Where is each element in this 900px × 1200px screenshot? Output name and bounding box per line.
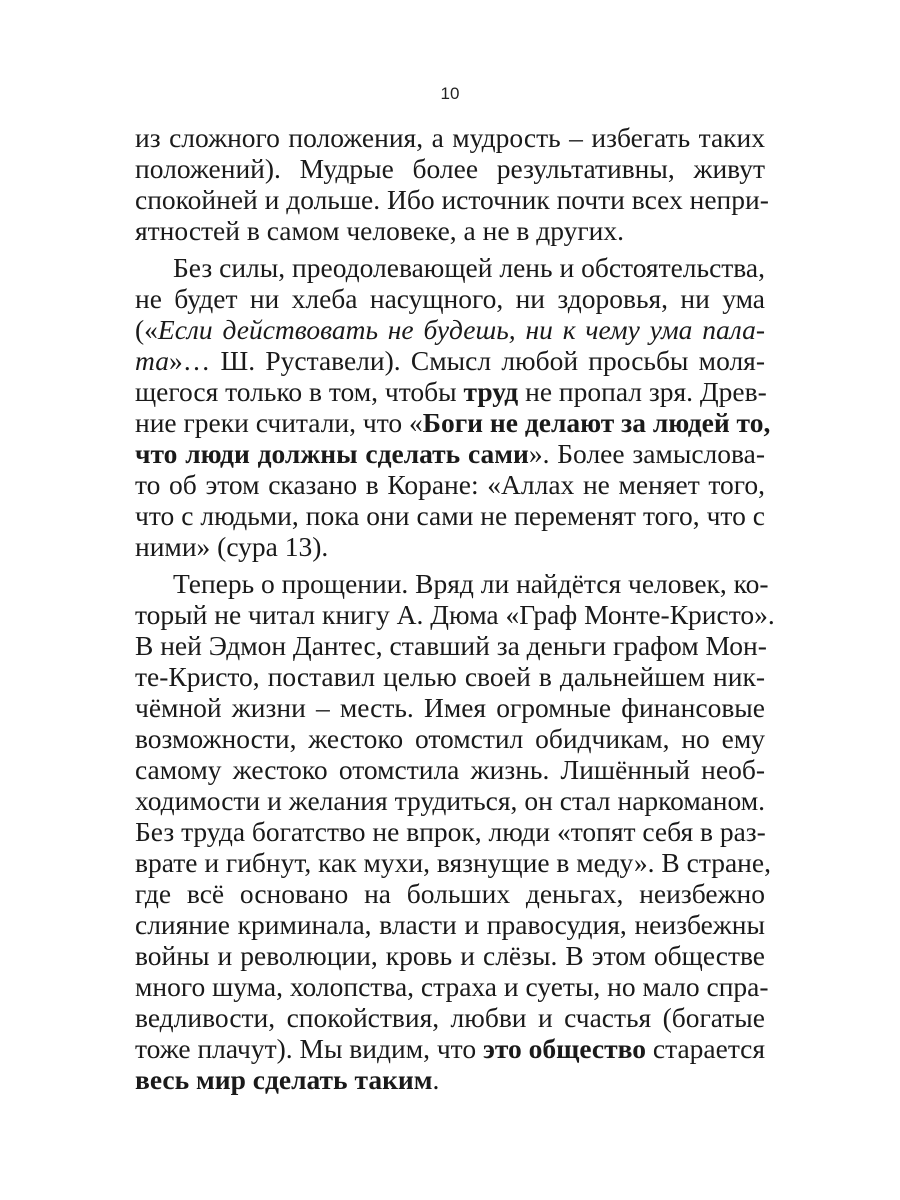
text-line: из сложного положения, а мудрость – избегать таких [135, 122, 765, 153]
text-line: торый не читал книгу А. Дюма «Граф Монте-Кристо». [135, 599, 775, 630]
paragraph-3 [135, 568, 775, 1095]
text-body [135, 122, 775, 1095]
text-run: старается [646, 1033, 766, 1064]
text-run: ние греки считали, что « [135, 407, 423, 438]
bold-term: весь мир сделать таким [135, 1064, 433, 1095]
text-line [135, 376, 765, 407]
text-line: положений). Мудрые более результативны, живут [135, 153, 765, 184]
text-line [135, 407, 771, 438]
text-line: врате и гибнут, как мухи, вязнущие в меду». В стране, [135, 847, 771, 878]
text-run: щегося только в том, чтобы [135, 376, 464, 407]
quote-italic: та [135, 345, 169, 376]
text-line: ятностей в самом человеке, а не в других. [135, 215, 625, 246]
text-line [135, 1064, 765, 1095]
text-run: не пропал зря. Древ- [518, 376, 767, 407]
text-line: ведливости, спокойствия, любви и счастья (богатые [135, 1002, 765, 1033]
text-line [135, 314, 765, 345]
text-line: те-Кристо, поставил целью своей в дальнейшем ник- [135, 661, 765, 692]
bold-quote: что люди должны сделать сами [135, 438, 529, 469]
text-line: ними» (сура 13). [135, 531, 329, 562]
bold-term: труд [463, 376, 519, 407]
paragraph-2 [135, 252, 771, 562]
text-line: Без труда богатство не впрок, люди «топят себя в раз- [135, 816, 766, 847]
text-line: что с людьми, пока они сами не переменят того, что с [135, 500, 765, 531]
text-line: самому жестоко отомстила жизнь. Лишённый необ- [135, 754, 765, 785]
text-run: тоже плачут). Мы видим, что [135, 1033, 483, 1064]
text-line: спокойней и дольше. Ибо источник почти всех непри- [135, 184, 769, 215]
text-line: много шума, холопства, страха и суеты, но мало спра- [135, 971, 769, 1002]
text-line: Без силы, преодолевающей лень и обстоятельства, [173, 252, 765, 283]
text-line: войны и революции, кровь и слёзы. В этом обществе [135, 940, 765, 971]
text-line: чёмной жизни – месть. Имея огромные финансовые [135, 692, 765, 723]
text-line: то об этом сказано в Коране: «Аллах не меняет того, [135, 469, 765, 500]
text-line: не будет ни хлеба насущного, ни здоровья, ни ума [135, 283, 765, 314]
text-line: слияние криминала, власти и правосудия, неизбежны [135, 909, 765, 940]
text-line [135, 1033, 765, 1064]
text-run: (« [135, 314, 158, 345]
bold-quote: Боги не делают за людей то, [422, 407, 771, 438]
text-run: . [432, 1064, 440, 1095]
paragraph-1 [135, 122, 769, 246]
text-line [135, 345, 765, 376]
text-run: ». Более замыслова- [528, 438, 765, 469]
text-line: Теперь о прощении. Вряд ли найдётся человек, ко- [173, 568, 769, 599]
text-run: »… Ш. Руставели). Смысл любой просьбы моля- [168, 345, 765, 376]
text-line: В ней Эдмон Дантес, ставший за деньги графом Мон- [135, 630, 767, 661]
quote-italic: Если действовать не будешь, ни к чему ума пала- [157, 314, 765, 345]
bold-term: это общество [482, 1033, 647, 1064]
text-line: ходимости и желания трудиться, он стал наркоманом. [135, 785, 765, 816]
text-line: возможности, жестоко отомстил обидчикам, но ему [135, 723, 765, 754]
page-number: 10 [440, 84, 460, 103]
text-line: где всё основано на больших деньгах, неизбежно [135, 878, 765, 909]
text-line [135, 438, 765, 469]
